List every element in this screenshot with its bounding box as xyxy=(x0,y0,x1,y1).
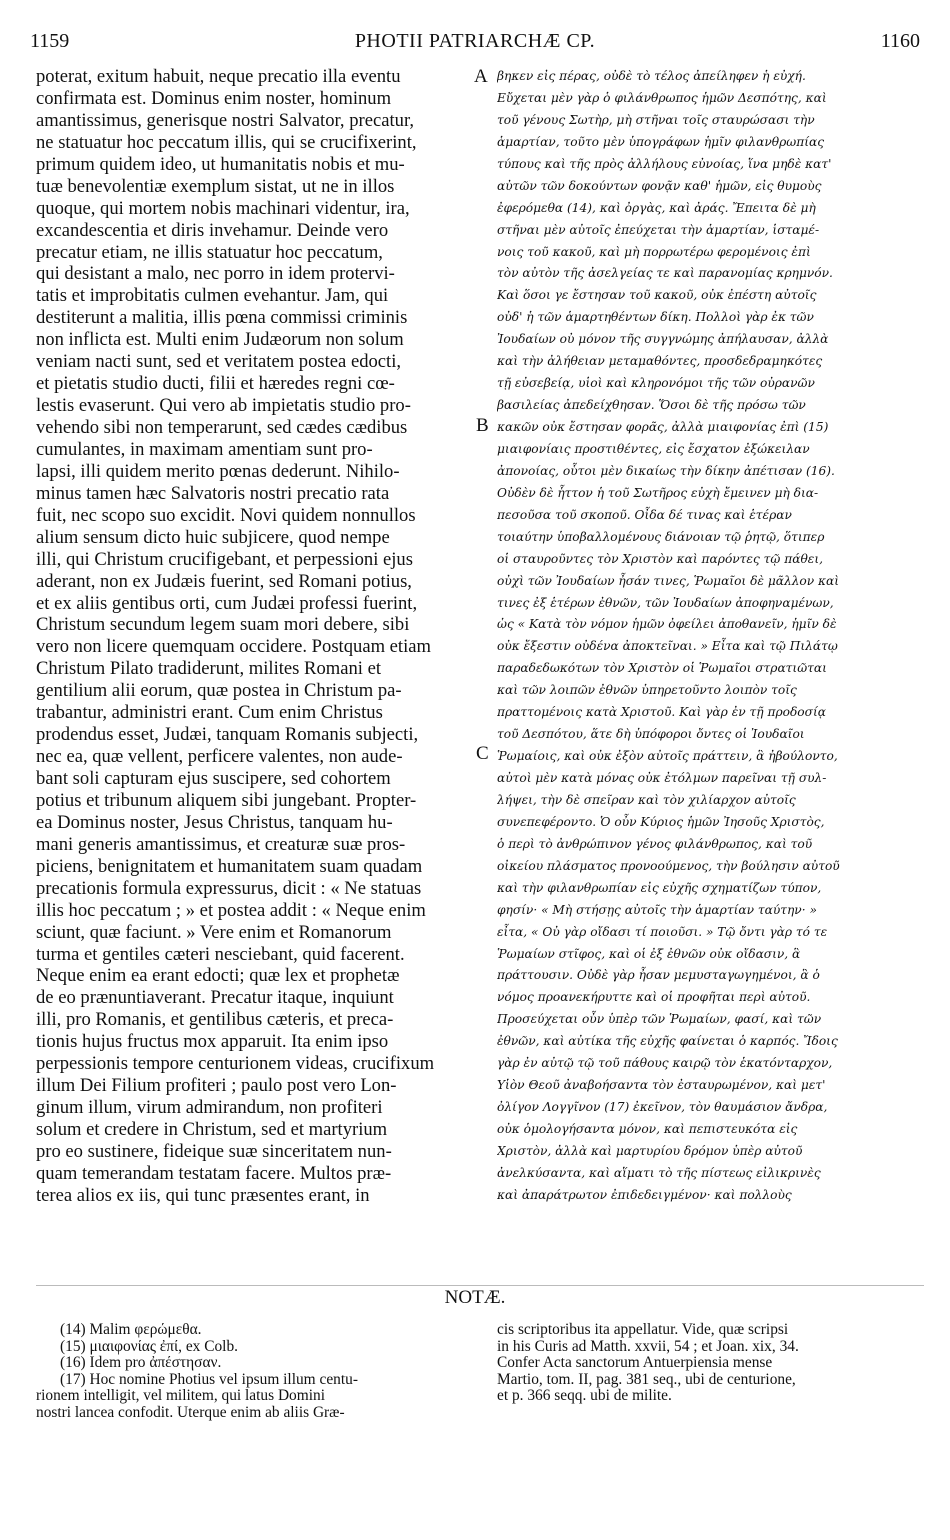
latin-text-line: trabantur, administri erant. Cum enim Christus xyxy=(36,702,383,724)
greek-text-line: καὶ τὴν ἀλήθειαν μεταμαθόντες, προσδεδραμηκότες xyxy=(497,354,823,369)
latin-text-line: qui desistant a malo, nec porro in idem protervi- xyxy=(36,263,395,285)
greek-text-line: οὐχὶ τῶν Ἰουδαίων ἦσάν τινες, Ῥωμαῖοι δὲ μᾶλλον καὶ xyxy=(497,573,840,588)
greek-text-line: εἶτα, « Οὐ γὰρ οἴδασι τί ποιοῦσι. » Τῷ ὄντι γὰρ τό τε xyxy=(497,924,828,939)
greek-text-line: οὐκ ἔξεστιν οὐδένα ἀποκτεῖναι. » Εἶτα καὶ τῷ Πιλάτῳ xyxy=(497,639,838,654)
latin-text-line: potius et tribunum aliquem sibi jungebant. Propter- xyxy=(36,789,417,811)
latin-text-line: veniam nacti sunt, sed et veritatem postea edocti, xyxy=(36,351,402,373)
latin-text-line: et ex aliis gentibus orti, cum Judæi professi fuerint, xyxy=(36,592,418,614)
greek-text-line: πραττομένοις κατὰ Χριστοῦ. Καὶ γὰρ ἐν τῇ προδοσίᾳ xyxy=(497,705,826,720)
latin-text-line: quoque, qui mortem nobis machinari videntur, ira, xyxy=(36,197,410,219)
margin-letter-a: A xyxy=(474,66,488,87)
latin-text-line: et pietatis studio ducti, filii et hæredes regni cœ- xyxy=(36,373,395,395)
latin-text-line: piciens, benignitatem et humanitatem suam quadam xyxy=(36,855,423,877)
greek-text-line: πράττουσιν. Οὐδὲ γὰρ ἦσαν μεμυσταγωγημένοι, ἃ ὁ xyxy=(497,968,820,983)
page-header xyxy=(30,30,920,60)
greek-text-line: ἁμαρτίαν, τοῦτο μὲν ὑπογράφων ἡμῖν φιλανθρωπίας xyxy=(497,134,825,149)
greek-text-line: Χριστὸν, ἀλλὰ καὶ μαρτυρίου δρόμον ὑπὲρ αὐτοῦ xyxy=(497,1143,803,1158)
greek-text-line: νοις τοῦ κακοῦ, καὶ μὴ πορρωτέρω φερομένοις ἐπὶ xyxy=(497,244,811,259)
greek-text-line: μιαιφονίαις προστιθέντες, εἰς ἔσχατον ἐξώκειλαν xyxy=(497,441,810,456)
footnote-line: cis scriptoribus ita appellatur. Vide, quæ scripsi xyxy=(497,1321,789,1338)
greek-text-line: τὸν αὐτὸν τῆς ἀσελγείας τε καὶ παρανομίας κρημνόν. xyxy=(497,266,833,281)
greek-text-line: ἀνελκύσαντα, καὶ αἵματι τὸ τῆς πίστεως εἰλικρινὲς xyxy=(497,1165,821,1180)
greek-text-line: ὀλίγον Λογγῖνον (17) ἐκεῖνον, τὸν θαυμάσιον ἄνδρα, xyxy=(497,1100,828,1115)
footnote-line: (16) Idem pro ἀπέστησαν. xyxy=(60,1354,222,1371)
greek-text-line: Ῥωμαίοις, καὶ οὐκ ἐξὸν αὐτοῖς πράττειν, ἃ ἠβούλοντο, xyxy=(497,749,838,764)
greek-text-line: κακῶν οὐκ ἔστησαν φορᾶς, ἀλλὰ μιαιφονίας ἐπὶ (15) xyxy=(497,420,829,434)
latin-text-line: bant soli capturam ejus suscipere, sed cohortem xyxy=(36,768,391,789)
latin-text-line: non inflicta est. Multi enim Judæorum non solum xyxy=(36,329,404,351)
greek-text-line: αὐτῶν τῶν δοκούντων φονᾷν καθ' ἡμῶν, εἰς θυμοὺς xyxy=(497,178,822,193)
greek-text-line: στῆναι μὲν αὐτοῖς ἐπεύχεται τὴν ἁμαρτίαν, ἱσταμέ- xyxy=(497,222,820,237)
greek-text-line: φησίν· « Μὴ στήσῃς αὐτοῖς τὴν ἁμαρτίαν ταύτην· » xyxy=(497,902,817,917)
latin-column xyxy=(36,66,468,1207)
latin-text-line: fuit, nec scopo suo excidit. Novi quidem nonnullos xyxy=(36,504,416,526)
latin-text-line: sciunt, quæ faciunt. » Vere enim et Romanorum xyxy=(36,921,392,943)
greek-text-line: συνεπεφέροντο. Ὁ οὖν Κύριος ἡμῶν Ἰησοῦς Χριστὸς, xyxy=(497,814,825,829)
notes-left-column xyxy=(36,1322,476,1421)
margin-letter-b: B xyxy=(476,415,489,436)
greek-text-line: τύπους καὶ τῆς πρὸς ἀλλήλους εὐνοίας, ἵνα μηδὲ κατ' xyxy=(497,156,832,171)
greek-text-line: ἐθνῶν, καὶ αὐτίκα τῆς εὐχῆς φαίνεται ὁ καρπός. Ἴδοις xyxy=(497,1034,838,1049)
latin-text-line: poterat, exitum habuit, neque precatio illa eventu xyxy=(36,66,401,87)
greek-text-line: βηκεν εἰς πέρας, οὐδὲ τὸ τέλος ἀπείληφεν ἡ εὐχή. xyxy=(497,69,806,83)
greek-text-line: ἀπονοίας, οὗτοι μὲν δικαίως τὴν δίκην ἀπέτισαν (16). xyxy=(497,463,835,478)
latin-text-line: vehendo sibi non temperarunt, sed cædes cædibus xyxy=(36,417,408,438)
greek-text-line: Υἱὸν Θεοῦ ἀναβοήσαντα τὸν ἐσταυρωμένον, καὶ μετ' xyxy=(497,1078,826,1093)
greek-text-line: τῇ εὐσεβείᾳ, υἱοὶ καὶ κληρονόμοι τῆς τῶν οὐρανῶν xyxy=(497,376,815,391)
latin-text-line: tionis hujus fructus mox apparuit. Ita enim ipso xyxy=(36,1031,389,1053)
latin-text-line: nec ea, quæ vellent, perficere valentes, non aude- xyxy=(36,746,403,768)
latin-text-line: turma et gentiles cæteri nesciebant, quid facerent. xyxy=(36,943,405,965)
notes-divider xyxy=(36,1285,924,1286)
latin-text-line: ea Dominus noster, Jesus Christus, tanquam hu- xyxy=(36,811,393,833)
latin-text-line: de eo prænuntiaverant. Precatur itaque, inquiunt xyxy=(36,987,394,1009)
latin-text-line: pro eo sustinere, fideique suæ sinceritatem nun- xyxy=(36,1140,392,1162)
latin-text-line: lapsi, illi quidem merito pœnas dederunt. Nihilo- xyxy=(36,460,400,482)
greek-text-line: βασιλείας ἀπεδείχθησαν. Ὅσοι δὲ τῆς πρόσω τῶν xyxy=(497,398,806,413)
latin-text-line: amantissimus, generisque nostri Salvator, precatur, xyxy=(36,109,415,131)
latin-text-line: Neque enim ea erant edocti; quæ lex et prophetæ xyxy=(36,965,400,987)
greek-text-line: ὡς « Κατὰ τὸν νόμον ἡμῶν ὀφείλει ἀποθανεῖν, ἡμῖν δὲ xyxy=(497,617,837,632)
latin-text-line: primum quidem ideo, ut humanitatis nobis et mu- xyxy=(36,153,405,175)
latin-text-line: prodendus esset, Judæi, tanquam Romanis subjecti, xyxy=(36,724,419,746)
latin-text-line: illum Dei Filium profiteri ; paulo post vero Lon- xyxy=(36,1075,397,1097)
greek-text-line: Ῥωμαίων στῖφος, καὶ οἱ ἐξ ἐθνῶν οὐκ οἴδασιν, ἃ xyxy=(497,946,801,961)
footnote-line: (17) Hoc nomine Photius vel ipsum illum centu- xyxy=(60,1370,358,1388)
greek-text-line: Καὶ ὅσοι γε ἔστησαν τοῦ κακοῦ, οὐκ ἐπέστη αὐτοῖς xyxy=(497,288,817,303)
greek-text-line: καὶ ἀπαράτρωτον ἐπιδεδειγμένον· καὶ πολλοὺς xyxy=(497,1187,792,1202)
latin-text-line: ne statuatur hoc peccatum illis, qui se crucifixerint, xyxy=(36,131,417,153)
latin-text-line: illis hoc peccatum ; » et postea addit : « Neque enim xyxy=(36,899,426,921)
latin-text-line: illi, qui Christum crucifigebant, et perpessioni ejus xyxy=(36,548,413,570)
footnote-line: et p. 366 seqq. ubi de milite. xyxy=(497,1387,672,1404)
greek-column xyxy=(497,66,925,1207)
greek-text-line: τοῦ γένους Σωτὴρ, μὴ στῆναι τοῖς σταυρώσασι τὴν xyxy=(497,112,815,127)
margin-letter-c: C xyxy=(476,743,489,764)
greek-text-line: Προσεύχεται οὖν ὑπὲρ τῶν Ῥωμαίων, φασί, καὶ τῶν xyxy=(497,1012,822,1027)
greek-text-line: τινες ἐξ ἑτέρων ἐθνῶν, τῶν Ἰουδαίων ἀποφηναμένων, xyxy=(497,595,834,610)
footnote-line: nostri lancea confodit. Uterque enim ab aliis Græ- xyxy=(36,1403,345,1421)
latin-text-line: Christum secundum legem suam mori debere, sibi xyxy=(36,614,410,636)
footnote-line: Martio, tom. II, pag. 381 seq., ubi de centurione, xyxy=(497,1370,796,1388)
latin-text-line: quam temerandam testatam facere. Multos præ- xyxy=(36,1162,392,1184)
footnote-line: in his Curis ad Matth. xxvii, 54 ; et Joan. xix, 34. xyxy=(497,1337,799,1355)
greek-text-line: ἐφερόμεθα (14), καὶ ὀργὰς, καὶ ἀράς. Ἔπειτα δὲ μὴ xyxy=(497,200,816,215)
greek-text-line: οὐδ' ἡ τῶν ἁμαρτηθέντων δίκη. Πολλοὶ γὰρ ἐκ τῶν xyxy=(497,310,814,325)
footnote-line: (15) μιαιφονίας ἐπί, ex Colb. xyxy=(60,1337,238,1355)
greek-text-line: Ἰουδαίων οὐ μόνον τῆς συγγνώμης ἀπήλαυσαν, ἀλλὰ xyxy=(497,332,829,347)
latin-text-line: confirmata est. Dominus enim noster, hominum xyxy=(36,87,392,109)
latin-text-line: lestis evaserunt. Qui vero ab impietatis studio pro- xyxy=(36,395,411,417)
latin-text-line: solum et credere in Christum, sed et martyrium xyxy=(36,1119,388,1140)
latin-text-line: mani generis amantissimus, et creaturæ suæ pros- xyxy=(36,833,406,855)
latin-text-line: excandescentia et diris invehamur. Deinde vero xyxy=(36,219,389,241)
latin-text-line: alium sensum dicto huic subjicere, quod nempe xyxy=(36,526,390,548)
greek-text-line: οὐκ ὁμολογήσαντα μόνον, καὶ πεπιστευκότα εἰς xyxy=(497,1122,798,1136)
footnote-line: Confer Acta sanctorum Antuerpiensia mense xyxy=(497,1354,773,1371)
page-number-left: 1159 xyxy=(30,30,70,52)
greek-text-line: παραδεδωκότων τὸν Χριστὸν οἱ Ῥωμαῖοι στρατιῶται xyxy=(497,661,827,676)
greek-text-line: οἱ σταυροῦντες τὸν Χριστὸν καὶ παρόντες τῷ πάθει, xyxy=(497,551,823,566)
greek-text-line: πεσοῦσα τοῦ σκοποῦ. Οἶδα δέ τινας καὶ ἑτέραν xyxy=(497,507,792,522)
greek-text-line: Οὐδὲν δὲ ἧττον ἡ τοῦ Σωτῆρος εὐχὴ ἔμεινεν μὴ δια- xyxy=(497,485,819,500)
latin-text-line: aderant, non ex Judæis fuerint, sed Romani potius, xyxy=(36,570,412,592)
page-number-right: 1160 xyxy=(880,30,920,52)
greek-text-line: αὐτοὶ μὲν κατὰ μόνας οὐκ ἐτόλμων παρεῖναι τῇ συλ- xyxy=(497,771,827,785)
latin-text-line: Christum Pilato tradiderunt, milites Romani et xyxy=(36,658,381,680)
greek-text-line: οἰκείου πλάσματος προνοούμενος, τὴν βούλησιν αὐτοῦ xyxy=(497,858,840,873)
footnote-line: rionem intelligit, vel militem, qui latus Domini xyxy=(36,1387,325,1404)
latin-text-line: minus tamen hæc Salvatoris nostri precatio rata xyxy=(36,482,390,504)
greek-text-line: νόμος προανεκήρυττε καὶ οἱ προφῆται περὶ αὐτοῦ. xyxy=(497,990,811,1005)
latin-text-line: gentilium alii eorum, quæ postea in Christum pa- xyxy=(36,680,402,702)
running-title: PHOTII PATRIARCHÆ CP. xyxy=(354,30,596,52)
greek-text-line: τοῦ Δεσπότου, ἅτε δὴ ὑπόφοροι ὄντες οἱ Ἰουδαῖοι xyxy=(497,727,805,742)
latin-text-line: tatis et improbitatis culmen evehantur. Jam, qui xyxy=(36,285,389,307)
latin-text-line: cumulantes, in maximam amentiam sunt pro- xyxy=(36,438,373,460)
notes-right-column xyxy=(497,1322,925,1405)
latin-text-line: tuæ benevolentiæ exemplum sistat, ut ne in illos xyxy=(36,175,395,197)
latin-text-line: destiterunt a malitia, illis pœna commissi criminis xyxy=(36,307,408,329)
latin-text-line: vero non licere quemquam occidere. Postquam etiam xyxy=(36,636,431,658)
latin-text-line: precationis formula expressurus, dicit : « Ne statuas xyxy=(36,877,422,899)
greek-text-line: καὶ τῶν λοιπῶν ἐθνῶν ὑπηρετοῦντο λοιπὸν τοῖς xyxy=(497,683,797,698)
greek-text-line: Εὔχεται μὲν γὰρ ὁ φιλάνθρωπος ἡμῶν Δεσπότης, καὶ xyxy=(497,90,827,105)
greek-text-line: καὶ τὴν φιλανθρωπίαν εἰς εὐχῆς σχηματίζων τύπον, xyxy=(497,880,822,895)
latin-text-line: precatur etiam, ne illis statuatur hoc peccatum, xyxy=(36,241,383,263)
greek-text-line: λήψει, τὴν δὲ σπεῖραν καὶ τὸν χιλίαρχον αὐτοῖς xyxy=(497,792,796,807)
latin-text-line: illi, pro Romanis, et gentilibus cæteris, et preca- xyxy=(36,1009,394,1031)
greek-text-line: ὁ περὶ τὸ ἀνθρώπινον γένος φιλάνθρωπος, καὶ τοῦ xyxy=(497,836,813,851)
greek-text-line: τοιαύτην ὑποβαλλομένους διάνοιαν τῷ ῥητῷ, ὅτιπερ xyxy=(497,529,825,544)
greek-text-line: γὰρ ἐν αὐτῷ τῷ τοῦ πάθους καιρῷ τὸν ἑκατόνταρχον, xyxy=(497,1056,833,1071)
latin-text-line: ginum illum, virum admirandum, non profiteri xyxy=(36,1097,383,1119)
latin-text-line: terea alios ex iis, qui tunc præsentes erant, in xyxy=(36,1184,370,1206)
latin-text-line: perpessionis tempore centurionem videas, crucifixum xyxy=(36,1053,435,1075)
notes-heading: NOTÆ. xyxy=(444,1287,506,1308)
footnote-line: (14) Malim φερώμεθα. xyxy=(60,1321,202,1338)
